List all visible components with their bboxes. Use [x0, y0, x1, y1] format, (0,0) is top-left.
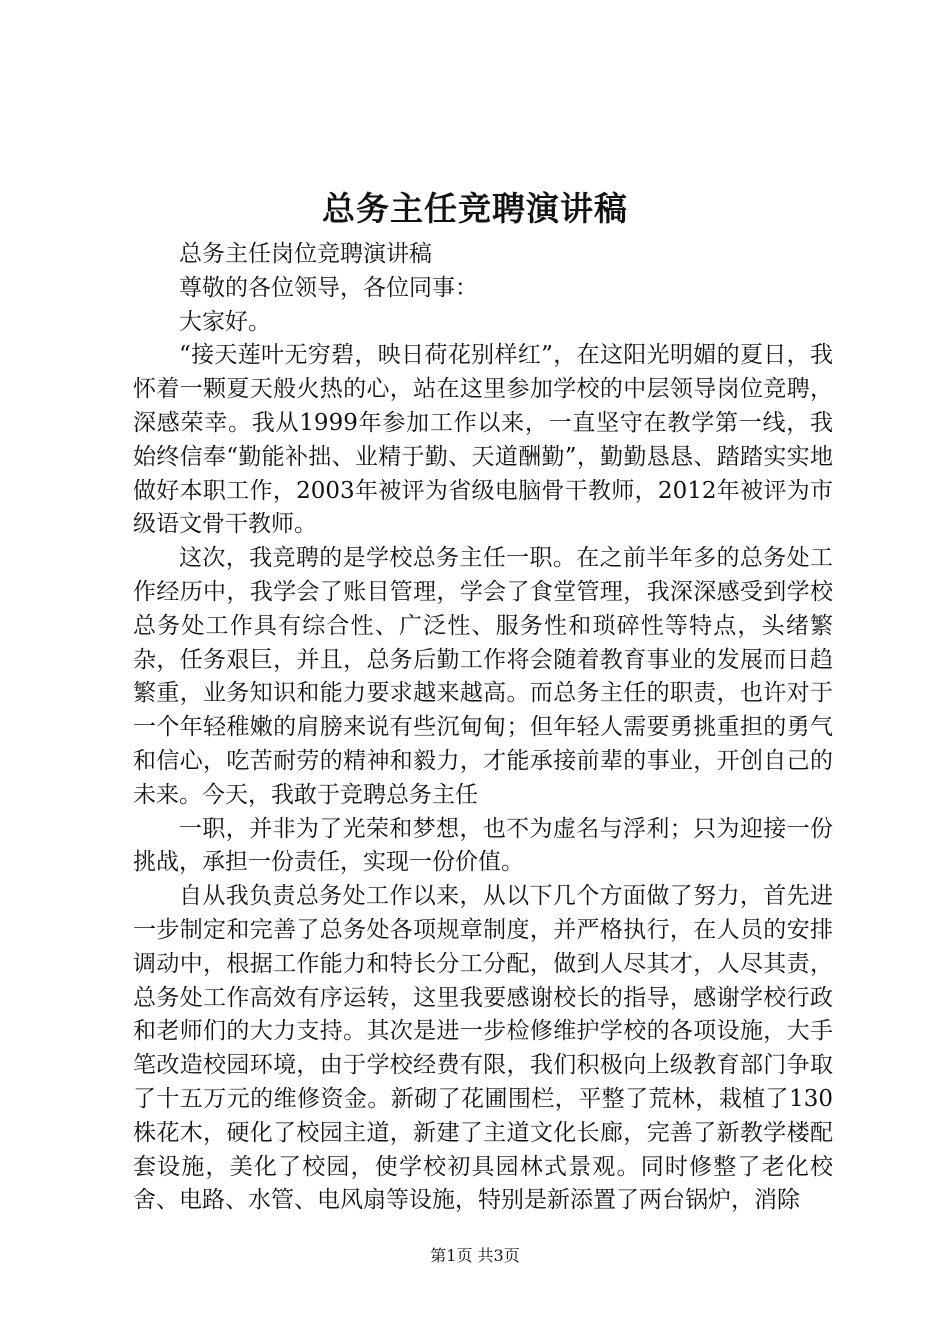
paragraph-introduction: “接天莲叶无穷碧，映日荷花别样红”，在这阳光明媚的夏日，我怀着一颗夏天般火热的心，站在这里参加学校的中层领导岗位竞聘，深感荣幸。我从1999年参加工作以来，一直坚守在教学第一线，我始终信奉“勤能补拙、业精于勤、天道酬勤”，勤勤恳恳、踏踏实实地做好本职工作，2003年被评为省级电脑骨干教师，2012年被评为市级语文骨干教师。 [133, 342, 833, 538]
paragraph-position: 这次，我竞聘的是学校总务主任一职。在之前半年多的总务处工作经历中，我学会了账目管理，学会了食堂管理，我深深感受到学校总务处工作具有综合性、广泛性、服务性和琐碎性等特点，头绪繁杂，任务艰巨，并且，总务后勤工作将会随着教育事业的发展而日趋繁重，业务知识和能力要求越来越高。而总务主任的职责，也许对于一个年轻稚嫩的肩膀来说有些沉甸甸；但年轻人需要勇挑重担的勇气和信心，吃苦耐劳的精神和毅力，才能承接前辈的事业，开创自己的未来。今天，我敢于竞聘总务主任 [133, 545, 833, 808]
paragraph-greeting: 大家好。 [179, 308, 271, 335]
paragraph-motivation: 一职，并非为了光荣和梦想，也不为虚名与浮利；只为迎接一份挑战，承担一份责任，实现一份价值。 [133, 815, 833, 876]
document-title: 总务主任竞聘演讲稿 [322, 189, 628, 228]
paragraph-subtitle: 总务主任岗位竞聘演讲稿 [179, 241, 432, 267]
paragraph-salutation: 尊敬的各位领导，各位同事： [179, 274, 478, 301]
page-number: 第1页 共3页 [430, 1246, 520, 1265]
document-body [133, 238, 833, 1218]
paragraph-achievements: 自从我负责总务处工作以来，从以下几个方面做了努力，首先进一步制定和完善了总务处各项规章制度，并严格执行，在人员的安排调动中，根据工作能力和特长分工分配，做到人尽其才，人尽其责，总务处工作高效有序运转，这里我要感谢校长的指导，感谢学校行政和老师们的大力支持。其次是进一步检修维护学校的各项设施，大手笔改造校园环境，由于学校经费有限，我们积极向上级教育部门争取了十五万元的维修资金。新砌了花圃围栏，平整了荒林，栽植了130株花木，硬化了校园主道，新建了主道文化长廊，完善了新教学楼配套设施，美化了校园，使学校初具园林式景观。同时修整了老化校舍、电路、水管、电风扇等设施，特别是新添置了两台锅炉，消除 [133, 883, 833, 1214]
